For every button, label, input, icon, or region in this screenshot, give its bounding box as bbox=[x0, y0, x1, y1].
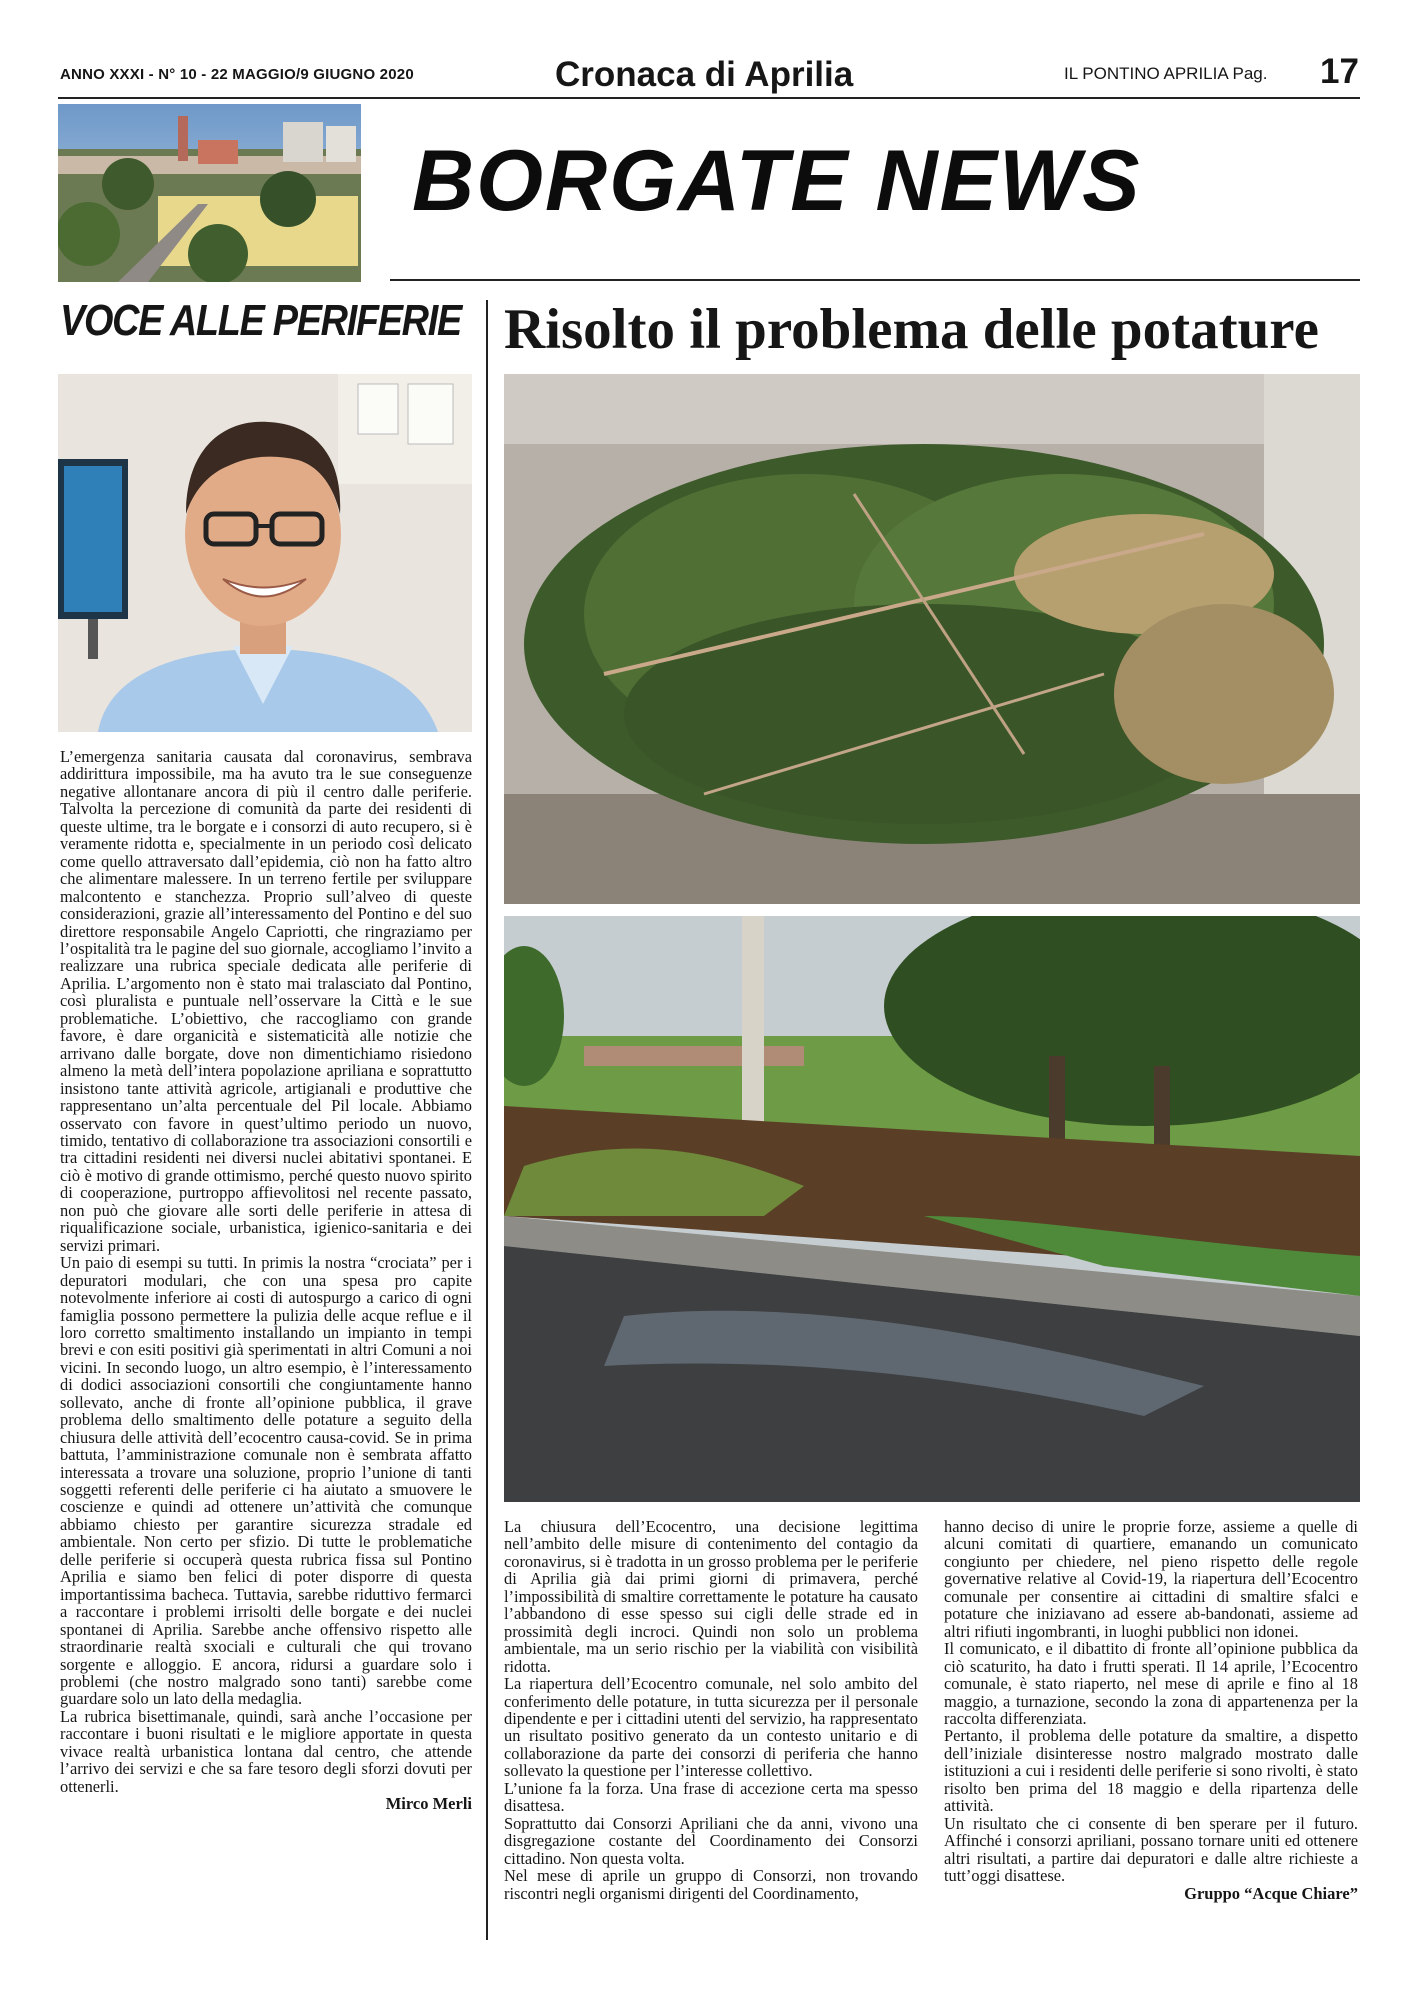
article-paragraph: Nel mese di aprile un gruppo di Consorzi, non trovando riscontri negli organismi dirigenti del Coordinamento, bbox=[504, 1866, 918, 1903]
article-paragraph: hanno deciso di unire le proprie forze, assieme a quelle di alcuni comitati di quartiere, emanando un comunicato congiunto per chiedere, nel pieno rispetto delle regole governative relative al Covid-19, la riapertura dell’Ecocentro comunale per consentire ai cittadini di smaltire sfalci e potature che iniziavano ad essere ab-bandonati, assieme ad altri rifiuti ingombranti, in luoghi pubblici non idonei. bbox=[944, 1517, 1358, 1641]
article-paragraph: Il comunicato, e il dibattito di fronte all’opinione pubblica da ciò scaturito, ha dato i frutti sperati. Il 14 aprile, l’Ecocentro comunale, è stato riaperto, nel mese di aprile e fino al 18 maggio, a turnazione, secondo la zona di appartenenza per la raccolta differenziata. bbox=[944, 1639, 1358, 1728]
column-divider bbox=[486, 300, 488, 1940]
header-rule bbox=[58, 97, 1360, 99]
roadside-pruning-photo bbox=[504, 916, 1360, 1502]
banner-title: BORGATE NEWS bbox=[412, 133, 1142, 229]
article-paragraph: Pertanto, il problema delle potature da smaltire, a dispetto dell’iniziale disinteresse nostro malgrado mostrato dalle istituzioni a cui i residenti delle periferie si sono rivolti, è stato risolto ben prima del 18 maggio e della ripartenza delle attività. bbox=[944, 1726, 1358, 1816]
issue-info: ANNO XXXI - N° 10 - 22 MAGGIO/9 GIUGNO 2020 bbox=[60, 66, 414, 83]
article-body-col3 bbox=[944, 1518, 1358, 1902]
pruning-pile-photo bbox=[504, 374, 1360, 904]
article-paragraph: La riapertura dell’Ecocentro comunale, nel solo ambito del conferimento delle potature, in tutta sicurezza per il personale dipendente e per i cittadini utenti del servizio, ha rappresentato un risultato positivo generato da un contesto unitario e di collaborazione da parte dei consorzi di periferia che hanno sollevato la questione per l’interesse collettivo. bbox=[504, 1674, 918, 1781]
column-heading: VOCE ALLE PERIFERIE bbox=[60, 296, 461, 345]
article-byline: Gruppo “Acque Chiare” bbox=[1184, 1883, 1358, 1903]
section-title: Cronaca di Aprilia bbox=[555, 55, 854, 94]
column-paragraph: La rubrica bisettimanale, quindi, sarà anche l’occasione per raccontare i buoni risultati e le migliore apportate in questa vivace realtà urbanistica lontana dal centro, che attende l’arrivo dei servizi e che sa fare tesoro degli sforzi dovuti per ottenerli. bbox=[60, 1706, 472, 1796]
column-byline: Mirco Merli bbox=[385, 1794, 472, 1814]
town-aerial-photo bbox=[58, 104, 361, 282]
article-paragraph: Soprattutto dai Consorzi Apriliani che da anni, vivono una disgregazione costante del Coordinamento dei Consorzi cittadino. Non questa volta. bbox=[504, 1813, 918, 1868]
page-number: 17 bbox=[1320, 52, 1359, 91]
article-paragraph: La chiusura dell’Ecocentro, una decisione legittima nell’ambito delle misure di contenimento del contagio da coronavirus, si è tradotta in un grosso problema per le periferie di Aprilia già dai primi giorni di primavera, perché l’impossibilità di smaltire correttamente le potature ha causato l’abbandono di esse spesso sui cigli delle strade ed in prossimità degli incroci. Quindi non solo un problema ambientale, ma un serio rischio per la viabilità con visibilità ridotta. bbox=[504, 1517, 918, 1676]
article-paragraph: L’unione fa la forza. Una frase di accezione certa ma spesso disattesa. bbox=[504, 1778, 918, 1816]
article-paragraph: Un risultato che ci consente di ben sperare per il futuro. Affinché i consorzi apriliani, possano tornare uniti ed ottenere altri risultati, a partire dai depuratori e dalle altre richieste a tutt’oggi disattese. bbox=[944, 1813, 1358, 1886]
column-body bbox=[60, 748, 472, 1813]
column-paragraph: L’emergenza sanitaria causata dal coronavirus, sembrava addirittura impossibile, ma ha avuto tra le sue conseguenze negative allontanare ancora di più il centro dalle periferie. Talvolta la percezione di comunità da parte dei residenti di queste ultime, tra le borgate e i consorzi di auto recupero, si è veramente ridotta e, specialmente in un periodo così delicato come quello attraversato dall’epidemia, ciò non ha fatto altro che alimentare malessere. In un terreno fertile per sviluppare malcontento e stanchezza. Proprio sull’alveo di queste considerazioni, grazie all’interessamento del Pontino e del suo direttore responsabile Angelo Capriotti, che ringraziamo per l’ospitalità tra le pagine del suo giornale, accogliamo l’invito a realizzare una rubrica speciale dedicata alle periferie di Aprilia. L’argomento non è stato mai tralasciato dal Pontino, così pluralista e puntuale nell’osservare la Città e le sue problematiche. L’obiettivo, che raccogliamo con grande favore, è dare organicità e sistematicità alle notizie che arrivano dalle borgate, dove non dimentichiamo risiedono almeno la metà dell’intera popolazione apriliana e soprattutto insistono tante attività agricole, artigianali e produttive che rappresentano un’alta percentuale del Pil locale. Abbiamo osservato con favore in quest’ultimo periodo un nuovo, timido, tentativo di collaborazione tra associazioni consortili e tra cittadini residenti nei diversi nuclei abitativi spontanei. E ciò è motivo di grande ottimismo, perché questo nuovo spirito di cooperazione, purtroppo affievolitosi nel recente passato, non può che giovare alle sorti delle periferie in attesa di riqualificazione sociale, urbanistica, igienico-sanitaria e dei servizi primari. bbox=[60, 747, 472, 1255]
column-paragraph: Un paio di esempi su tutti. In primis la nostra “crociata” per i depuratori modulari, che con una spesa pro capite notevolmente inferiore ai costi di autospurgo a carico di ogni famiglia possono permettere la pulizia delle acque reflue e il loro corretto smaltimento installando un impianto in tempi brevi e con esiti positivi già sperimentati in altri Comuni a noi vicini. In secondo luogo, un altro esempio, è l’interessamento di dodici associazioni consortili che congiuntamente hanno sollevato, anche di fronte all’opinione pubblica, il grave problema dello smaltimento delle potature a seguito della chiusura delle attività dell’ecocentro causa-covid. Se in prima battuta, l’amministrazione comunale non è sembrata affatto interessata a trovare una soluzione, proprio l’unione di tanti soggetti referenti delle periferie ci ha aiutato a smuovere le coscienze e quindi ad ottenere un’attività che comunque abbiamo chiesto per garantire sicurezza stradale ed ambientale. Non certo per sfizio. Di tutte le problematiche delle periferie si occuperà questa rubrica fissa sul Pontino Aprilia e siamo ben felici di poter disporre di questa importantissima bacheca. Tuttavia, sarebbe riduttivo fermarci a raccontare i problemi irrisolti delle borgate e dei nuclei spontanei di Aprilia. Sarebbe anche offensivo rispetto alle straordinarie realtà sxociali e culturali che qui trovano sorgente e alloggio. E ancora, ridursi a guardare solo i problemi (che nostro malgrado sono tanti) sarebbe come guardare solo un lato della medaglia. bbox=[60, 1253, 472, 1709]
paper-name: IL PONTINO APRILIA Pag. bbox=[1064, 64, 1268, 83]
portrait-photo bbox=[58, 374, 472, 732]
banner-rule bbox=[390, 279, 1360, 281]
article-body-col2 bbox=[504, 1518, 918, 1902]
article-title: Risolto il problema delle potature bbox=[504, 298, 1319, 361]
